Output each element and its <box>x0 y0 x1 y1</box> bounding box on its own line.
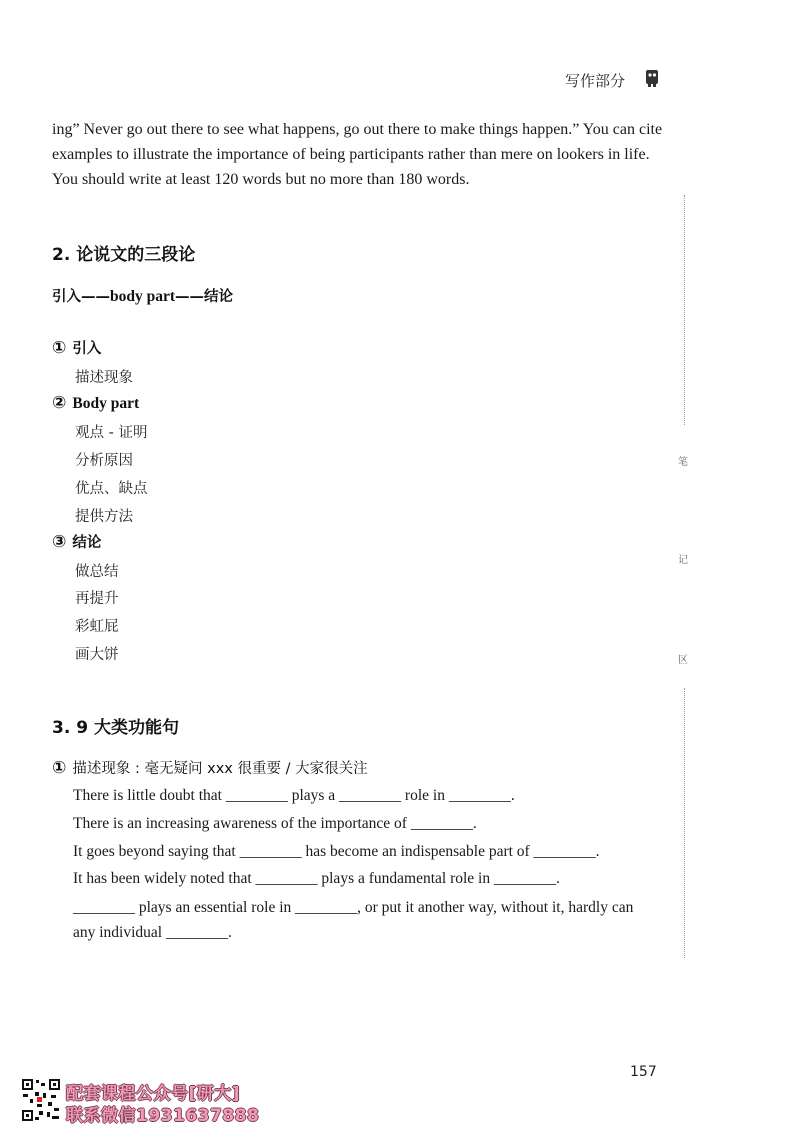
watermark-text: 配套课程公众号[研大] <box>66 1084 241 1104</box>
list-item-title <box>52 393 139 413</box>
list-sub-item: 分析原因 <box>75 453 133 469</box>
intro-paragraph <box>52 117 667 192</box>
function-sentence: There is an increasing awareness of the importance of ________. <box>73 815 477 832</box>
page-number: 157 <box>630 1064 657 1080</box>
list-sub-item: 描述现象 <box>75 370 133 386</box>
item-number: ① <box>52 758 67 778</box>
list-sub-item: 提供方法 <box>75 509 133 525</box>
notes-divider <box>684 195 685 425</box>
notes-divider <box>684 688 685 958</box>
item-title-text: 描述现象 : 毫无疑问 xxx 很重要 / 大家很关注 <box>72 761 368 777</box>
notes-label-char: 区 <box>678 655 688 666</box>
item-number: ③ <box>52 532 67 552</box>
item-number: ① <box>52 338 67 358</box>
structure-line <box>52 285 233 306</box>
item-title-text: 结论 <box>72 535 102 551</box>
list-sub-item: 观点 - 证明 <box>75 425 148 441</box>
list-sub-item: 优点、缺点 <box>75 481 148 497</box>
function-sentence: any individual ________. <box>73 924 232 941</box>
structure-part: 引入—— <box>52 289 110 305</box>
list-sub-item: 再提升 <box>75 591 119 607</box>
section-heading: 3. 9 大类功能句 <box>52 718 179 738</box>
function-sentence: It goes beyond saying that ________ has become an indispensable part of ________. <box>73 843 600 860</box>
list-item-title <box>52 531 101 552</box>
qr-code-icon <box>21 1078 61 1122</box>
list-sub-item: 做总结 <box>75 564 119 580</box>
function-sentence: There is little doubt that ________ plays a ________ role in ________. <box>73 787 515 804</box>
list-item-title <box>52 757 368 778</box>
list-sub-item: 彩虹屁 <box>75 619 119 635</box>
intro-line: You should write at least 120 words but no more than 180 words. <box>52 171 470 188</box>
intro-line: ing” Never go out there to see what happens, go out there to make things happen.” You can cite <box>52 121 663 138</box>
intro-line: examples to illustrate the importance of being participants rather than mere on lookers in life. <box>52 146 650 163</box>
list-item-title <box>52 337 101 358</box>
notes-label-char: 笔 <box>678 457 688 468</box>
function-sentence: ________ plays an essential role in ________, or put it another way, without it, hardly can <box>73 899 634 916</box>
function-sentence: It has been widely noted that ________ plays a fundamental role in ________. <box>73 870 560 887</box>
item-title-text: Body part <box>72 395 140 412</box>
header-title: 写作部分 <box>565 72 626 90</box>
item-title-text: 引入 <box>72 341 102 357</box>
section-heading: 2. 论说文的三段论 <box>52 245 196 265</box>
notes-label-char: 记 <box>678 555 688 566</box>
list-sub-item: 画大饼 <box>75 647 119 663</box>
structure-part: ——结论 <box>175 289 234 305</box>
item-number: ② <box>52 393 67 413</box>
structure-part: body part <box>110 288 176 305</box>
watermark-text: 联系微信1931637888 <box>66 1106 260 1126</box>
book-figure-icon <box>644 68 660 88</box>
